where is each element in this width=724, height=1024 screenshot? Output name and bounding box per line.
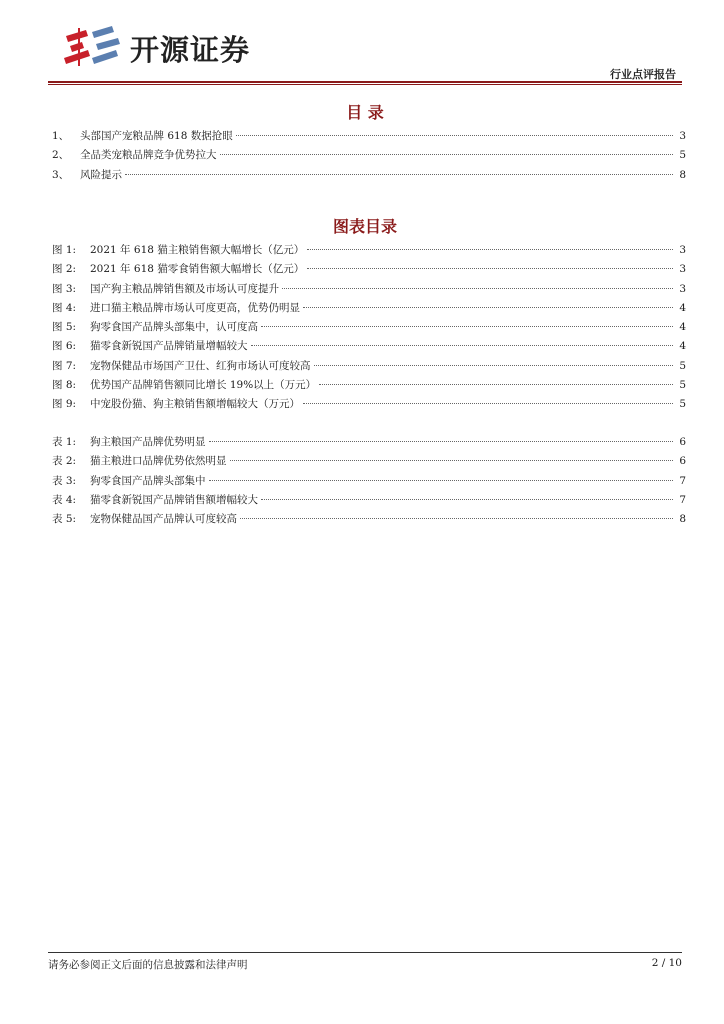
toc-entry-number: 2、 [52, 149, 70, 162]
figure-entry-number: 图 2: [52, 263, 77, 276]
figure-entry[interactable] [52, 396, 686, 415]
figure-entry-number: 图 8: [52, 379, 77, 392]
figures-title: 图表目录 [332, 217, 397, 236]
logo-mark-icon [58, 22, 128, 70]
dot-leader [125, 174, 673, 175]
figure-entry[interactable] [52, 377, 686, 396]
figure-entry-number: 图 5: [52, 321, 77, 334]
dot-leader [303, 403, 673, 404]
toc-entry[interactable] [52, 167, 686, 186]
table-entry-number: 表 1: [52, 436, 77, 448]
toc-entry[interactable] [52, 147, 686, 166]
toc-entry-number: 3、 [52, 168, 70, 181]
page-header [48, 18, 682, 80]
table-entry[interactable] [52, 511, 686, 530]
company-logo [58, 22, 298, 70]
figure-entry-number: 图 3: [52, 282, 77, 295]
figure-entry[interactable] [52, 261, 686, 280]
figure-entry-title: 优势国产品牌销售额同比增长 19%以上（万元） [90, 379, 317, 392]
figure-entry-page: 3 [679, 263, 686, 276]
dot-leader [282, 288, 673, 289]
table-entry-page: 6 [679, 436, 686, 448]
dot-leader [240, 518, 673, 519]
figure-entry-title: 国产狗主粮品牌销售额及市场认可度提升 [90, 282, 279, 295]
table-entry-number: 表 4: [52, 493, 77, 506]
table-entry-page: 7 [679, 493, 686, 506]
dot-leader [209, 480, 674, 481]
toc-entry-page: 3 [679, 130, 686, 142]
figure-entry-page: 4 [679, 301, 686, 314]
figure-entry-page: 4 [679, 340, 686, 353]
figure-entry-title: 进口猫主粮品牌市场认可度更高，优势仍明显 [90, 301, 300, 314]
figure-entry-page: 3 [679, 244, 686, 256]
logo-text: 开源证券 [130, 33, 251, 67]
figure-entry-title: 宠物保健品市场国产卫仕、红狗市场认可度较高 [90, 359, 311, 372]
figure-entry[interactable] [52, 281, 686, 300]
figure-entry[interactable] [52, 338, 686, 357]
table-entry[interactable] [52, 492, 686, 511]
table-entry-number: 表 2: [52, 455, 77, 468]
figure-entry-title: 狗零食国产品牌头部集中，认可度高 [90, 321, 258, 334]
figure-entry[interactable] [52, 358, 686, 377]
table-entry-title: 狗主粮国产品牌优势明显 [90, 436, 206, 448]
dot-leader [307, 249, 673, 250]
table-entry[interactable] [52, 434, 686, 453]
figure-entry-page: 5 [679, 379, 686, 392]
toc-entry-page: 5 [679, 149, 686, 162]
dot-leader [303, 307, 673, 308]
figure-entry-page: 5 [679, 359, 686, 372]
contents-list [52, 128, 686, 186]
figure-entry[interactable] [52, 300, 686, 319]
dot-leader [307, 268, 673, 269]
report-type-label: 行业点评报告 [610, 68, 676, 81]
page-number: 2 / 10 [651, 957, 682, 969]
toc-entry-title: 风险提示 [80, 168, 122, 181]
header-divider-thin [48, 84, 682, 85]
figure-entry-number: 图 6: [52, 340, 77, 353]
table-entry-title: 狗零食国产品牌头部集中 [90, 474, 206, 487]
dot-leader [220, 154, 674, 155]
figure-entry-page: 4 [679, 321, 686, 334]
dot-leader [261, 326, 673, 327]
footer-divider [48, 952, 682, 953]
dot-leader [236, 135, 673, 136]
table-entry[interactable] [52, 473, 686, 492]
dot-leader [261, 499, 673, 500]
contents-title: 目 录 [346, 103, 384, 122]
figures-list [52, 242, 686, 416]
toc-entry-number: 1、 [52, 130, 70, 142]
figure-entry-number: 图 7: [52, 359, 77, 372]
table-entry-page: 6 [679, 455, 686, 468]
figure-entry-number: 图 9: [52, 398, 77, 411]
tables-list [52, 434, 686, 530]
figure-entry-title: 中宠股份猫、狗主粮销售额增幅较大（万元） [90, 398, 300, 411]
figure-entry-title: 2021 年 618 猫主粮销售额大幅增长（亿元） [90, 244, 305, 256]
figure-entry-page: 5 [679, 398, 686, 411]
figure-entry-page: 3 [679, 282, 686, 295]
toc-entry-page: 8 [679, 168, 686, 181]
dot-leader [209, 441, 674, 442]
toc-entry-title: 头部国产宠粮品牌 618 数据抢眼 [80, 130, 233, 142]
toc-entry[interactable] [52, 128, 686, 147]
table-entry-page: 8 [679, 513, 686, 526]
toc-entry-title: 全品类宠粮品牌竞争优势拉大 [80, 149, 217, 162]
table-entry-number: 表 3: [52, 474, 77, 487]
figure-entry[interactable] [52, 242, 686, 261]
figure-entry[interactable] [52, 319, 686, 338]
table-entry-page: 7 [679, 474, 686, 487]
dot-leader [251, 345, 674, 346]
figure-entry-number: 图 4: [52, 301, 77, 314]
table-entry[interactable] [52, 453, 686, 472]
figure-entry-title: 2021 年 618 猫零食销售额大幅增长（亿元） [90, 263, 305, 276]
dot-leader [314, 365, 674, 366]
table-entry-number: 表 5: [52, 513, 77, 526]
header-divider [48, 81, 682, 83]
table-entry-title: 猫主粮进口品牌优势依然明显 [90, 455, 227, 468]
table-entry-title: 宠物保健品国产品牌认可度较高 [90, 513, 237, 526]
dot-leader [319, 384, 673, 385]
dot-leader [230, 460, 674, 461]
table-entry-title: 猫零食新锐国产品牌销售额增幅较大 [90, 493, 258, 506]
figure-entry-title: 猫零食新锐国产品牌销量增幅较大 [90, 340, 248, 353]
footer-disclaimer: 请务必参阅正文后面的信息披露和法律声明 [48, 959, 248, 971]
figure-entry-number: 图 1: [52, 244, 77, 256]
